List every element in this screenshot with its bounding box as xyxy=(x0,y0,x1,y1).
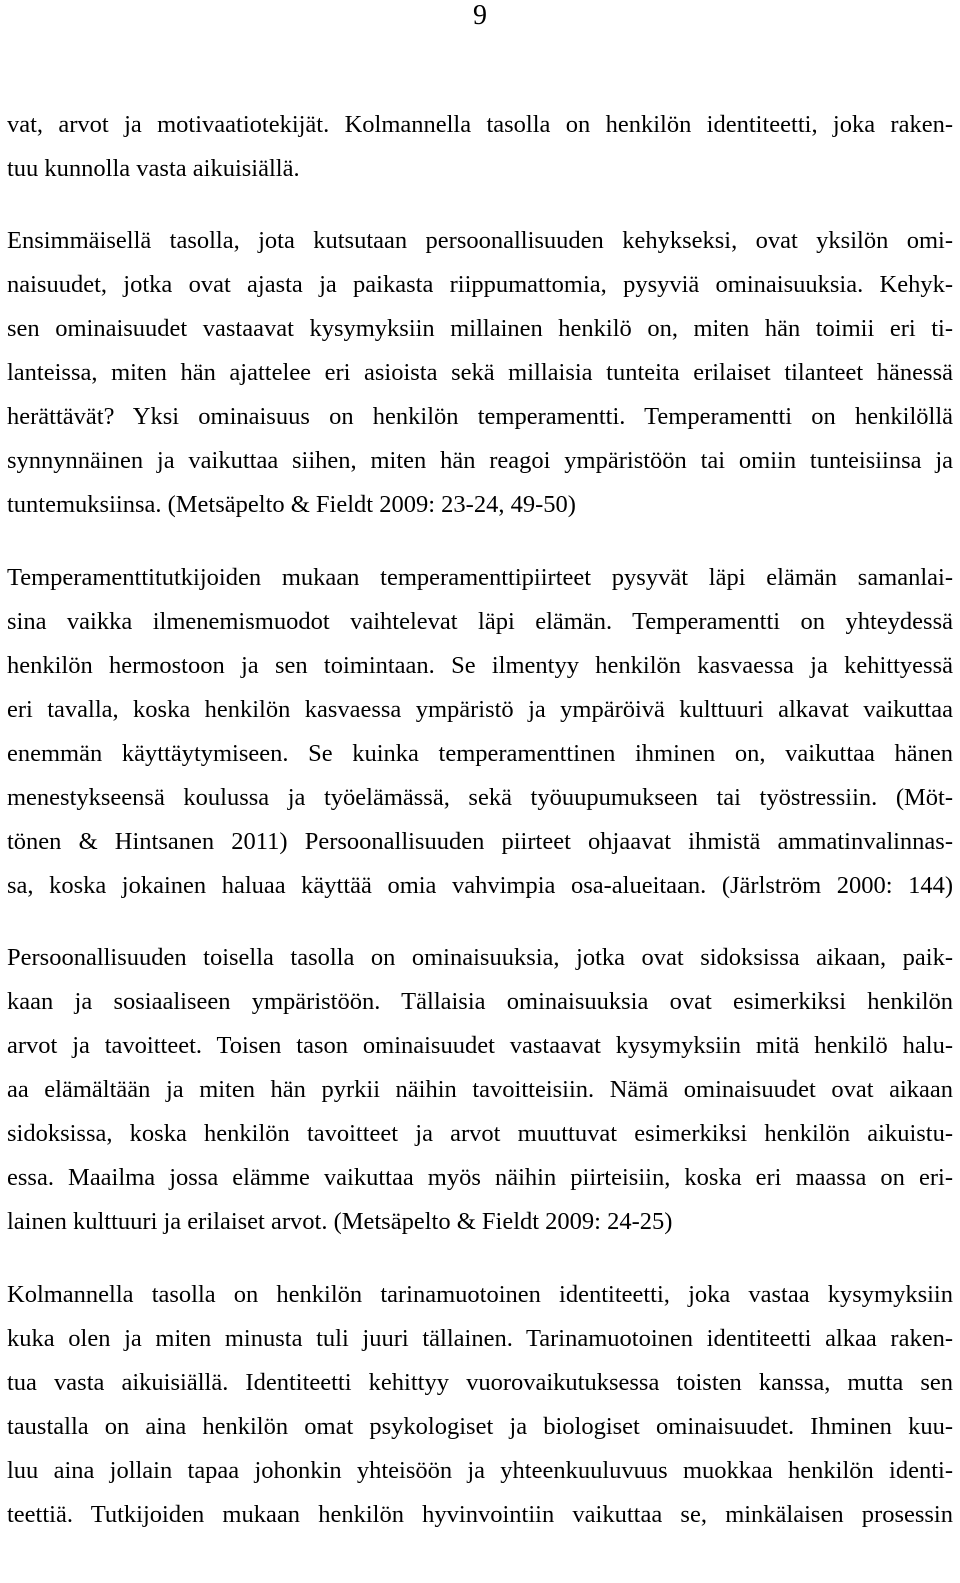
text-line: teettiä. Tutkijoiden mukaan henkilön hyvinvointiin vaikuttaa se, minkälaisen prosessin xyxy=(7,1501,953,1528)
text-line: Persoonallisuuden toisella tasolla on ominaisuuksia, jotka ovat sidoksissa aikaan, paik- xyxy=(7,944,953,971)
text-line: synnynnäinen ja vaikuttaa siihen, miten hän reagoi ympäristöön tai omiin tunteisiinsa ja xyxy=(7,447,953,474)
text-line: kaan ja sosiaaliseen ympäristöön. Tällaisia ominaisuuksia ovat esimerkiksi henkilön xyxy=(7,988,953,1015)
text-line: herättävät? Yksi ominaisuus on henkilön temperamentti. Temperamentti on henkilöllä xyxy=(7,403,953,430)
text-line: luu aina jollain tapaa johonkin yhteisöön ja yhteenkuuluvuus muokkaa henkilön identi- xyxy=(7,1457,953,1484)
text-line: enemmän käyttäytymiseen. Se kuinka temperamenttinen ihminen on, vaikuttaa hänen xyxy=(7,740,953,767)
text-line: Kolmannella tasolla on henkilön tarinamuotoinen identiteetti, joka vastaa kysymyksiin xyxy=(7,1281,953,1308)
text-line: sina vaikka ilmenemismuodot vaihtelevat läpi elämän. Temperamentti on yhteydessä xyxy=(7,608,953,635)
text-line: arvot ja tavoitteet. Toisen tason ominaisuudet vastaavat kysymyksiin mitä henkilö halu- xyxy=(7,1032,953,1059)
text-line: eri tavalla, koska henkilön kasvaessa ympäristö ja ympäröivä kulttuuri alkavat vaikuttaa xyxy=(7,696,953,723)
text-line: tuu kunnolla vasta aikuisiällä. xyxy=(7,155,300,182)
text-line: tua vasta aikuisiällä. Identiteetti kehittyy vuorovaikutuksessa toisten kanssa, mutta sen xyxy=(7,1369,953,1396)
text-line: menestykseensä koulussa ja työelämässä, sekä työuupumukseen tai työstressiin. (Möt- xyxy=(7,784,953,811)
text-line: tuntemuksiinsa. (Metsäpelto & Fieldt 2009: 23-24, 49-50) xyxy=(7,491,576,518)
text-line: tönen & Hintsanen 2011) Persoonallisuuden piirteet ohjaavat ihmistä ammatinvalinnas- xyxy=(7,828,953,855)
text-line: Ensimmäisellä tasolla, jota kutsutaan persoonallisuuden kehykseksi, ovat yksilön omi- xyxy=(7,227,953,254)
text-line: lanteissa, miten hän ajattelee eri asioista sekä millaisia tunteita erilaiset tilanteet hänessä xyxy=(7,359,953,386)
text-line: essa. Maailma jossa elämme vaikuttaa myös näihin piirteisiin, koska eri maassa on eri- xyxy=(7,1164,953,1191)
text-line: Temperamenttitutkijoiden mukaan temperamenttipiirteet pysyvät läpi elämän samanlai- xyxy=(7,564,953,591)
text-line: vat, arvot ja motivaatiotekijät. Kolmannella tasolla on henkilön identiteetti, joka raken- xyxy=(7,111,953,138)
text-line: henkilön hermostoon ja sen toimintaan. Se ilmentyy henkilön kasvaessa ja kehittyessä xyxy=(7,652,953,679)
text-line: sen ominaisuudet vastaavat kysymyksiin millainen henkilö on, miten hän toimii eri ti- xyxy=(7,315,953,342)
page-number: 9 xyxy=(473,0,487,31)
text-line: aa elämältään ja miten hän pyrkii näihin tavoitteisiin. Nämä ominaisuudet ovat aikaan xyxy=(7,1076,953,1103)
text-line: naisuudet, jotka ovat ajasta ja paikasta riippumattomia, pysyviä ominaisuuksia. Kehyk- xyxy=(7,271,953,298)
text-line: sidoksissa, koska henkilön tavoitteet ja arvot muuttuvat esimerkiksi henkilön aikuistu- xyxy=(7,1120,953,1147)
text-line: taustalla on aina henkilön omat psykologiset ja biologiset ominaisuudet. Ihminen kuu- xyxy=(7,1413,953,1440)
text-line: lainen kulttuuri ja erilaiset arvot. (Metsäpelto & Fieldt 2009: 24-25) xyxy=(7,1208,673,1235)
text-line: sa, koska jokainen haluaa käyttää omia vahvimpia osa-alueitaan. (Järlström 2000: 144) xyxy=(7,872,953,899)
text-line: kuka olen ja miten minusta tuli juuri tällainen. Tarinamuotoinen identiteetti alkaa raken- xyxy=(7,1325,953,1352)
